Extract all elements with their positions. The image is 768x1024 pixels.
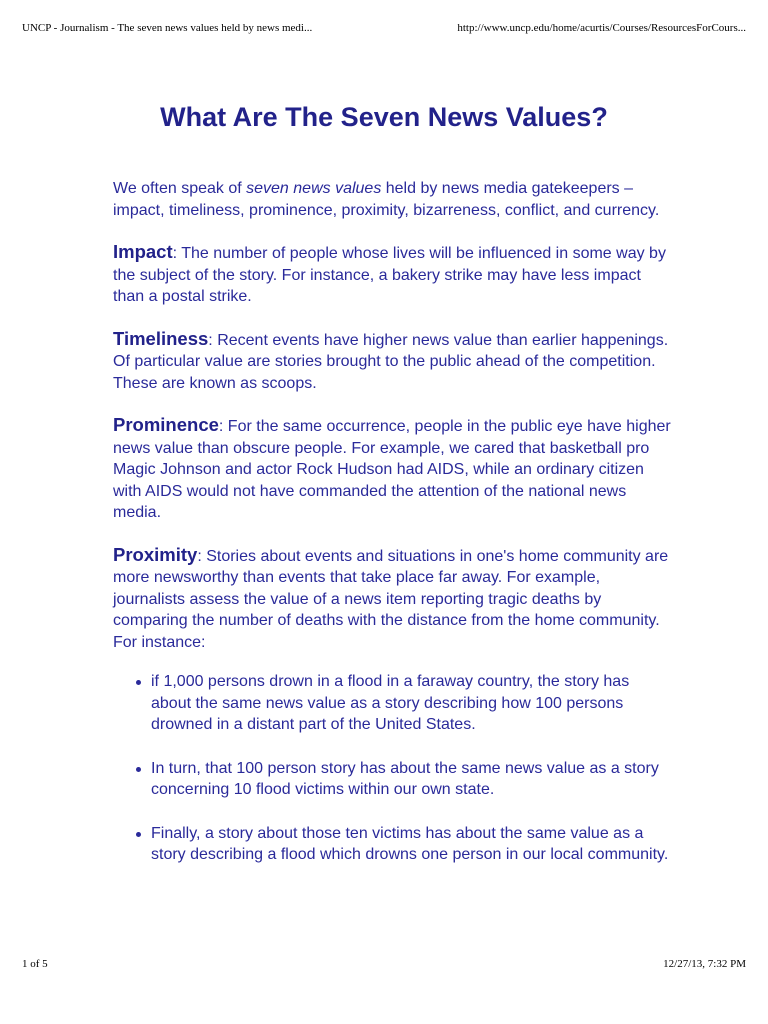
value-description: : Stories about events and situations in one's home community are more newsworthy than events that take place far away. For example, journalists assess the value of a news item reporting tragic deaths by comparing the number of deaths with the distance from the home community. For instance: xyxy=(113,547,669,651)
value-term: Proximity xyxy=(113,543,198,565)
value-term: Timeliness xyxy=(113,327,209,349)
value-term: Prominence xyxy=(113,414,219,435)
print-datetime: 12/27/13, 7:32 PM xyxy=(663,958,746,970)
intro-paragraph xyxy=(113,178,673,221)
print-header-title: UNCP - Journalism - The seven news values held by news medi... xyxy=(22,22,313,34)
list-item: Finally, a story about those ten victims has about the same value as a story describing a flood which drowns one person in our local community. xyxy=(151,823,673,866)
page-title: What Are The Seven News Values? xyxy=(160,102,608,132)
value-prominence xyxy=(113,414,673,524)
intro-text-before: We often speak of xyxy=(113,180,247,197)
print-footer xyxy=(22,958,746,970)
print-header xyxy=(22,22,746,34)
value-description: : The number of people whose lives will be influenced in some way by the subject of the story. For instance, a bakery strike may have less impact than a postal strike. xyxy=(113,245,666,305)
value-description: : Recent events have higher news value than earlier happenings. Of particular value are stories brought to the public ahead of the competition. These are known as scoops. xyxy=(113,331,669,392)
value-proximity xyxy=(113,544,673,654)
value-description: : For the same occurrence, people in the public eye have higher news value than obscure people. For example, we cared that basketball pro Magic Johnson and actor Rock Hudson had AIDS, while an ordinary citizen with AIDS would not have commanded the attention of the national news media. xyxy=(113,418,671,521)
proximity-examples-list xyxy=(113,671,673,866)
intro-text-after: held by news media gatekeepers – impact, timeliness, prominence, proximity, bizarreness, conflict, and currency. xyxy=(113,180,660,219)
list-item: if 1,000 persons drown in a flood in a faraway country, the story has about the same news value as a story describing how 100 persons drowned in a distant part of the United States. xyxy=(151,671,673,736)
value-term: Impact xyxy=(113,241,173,262)
article-content xyxy=(113,100,673,888)
print-header-url: http://www.uncp.edu/home/acurtis/Courses/ResourcesForCours... xyxy=(457,22,746,34)
page-number: 1 of 5 xyxy=(22,958,48,970)
intro-emphasis: seven news values xyxy=(246,180,382,197)
list-item: In turn, that 100 person story has about the same news value as a story concerning 10 flood victims within our own state. xyxy=(151,758,673,801)
value-impact xyxy=(113,241,673,308)
value-timeliness xyxy=(113,328,673,395)
